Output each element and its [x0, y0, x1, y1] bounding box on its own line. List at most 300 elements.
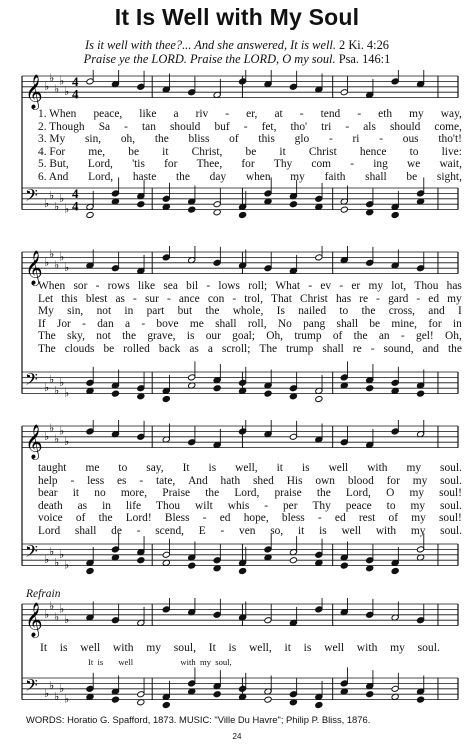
lyric-syllable: clouds — [64, 342, 95, 355]
lyric-syllable: soul. — [440, 524, 462, 537]
flat-icon: ♭ — [49, 373, 55, 387]
bass-clef-icon: 𝄢 — [25, 675, 38, 700]
lyric-syllable: more, — [120, 487, 148, 500]
lyric-syllable: this — [258, 133, 275, 146]
note-head — [137, 557, 145, 564]
lyric-syllable: my — [409, 487, 425, 500]
lyric-syllable: ed — [219, 512, 231, 525]
lyric-syllable: - — [166, 292, 171, 305]
lyric-syllable: is — [319, 524, 327, 537]
note-head — [264, 696, 272, 703]
treble-clef-icon: 𝄞 — [25, 602, 43, 638]
flat-icon: ♭ — [49, 421, 55, 435]
lyric-syllable: bliss — [188, 133, 210, 146]
lyric-syllable: sky, — [67, 330, 85, 343]
lyric-syllable: Oh, — [445, 330, 462, 343]
lyric-syllable: - — [350, 158, 355, 171]
note-head — [417, 696, 425, 703]
lyric-syllable: Lord, — [234, 487, 260, 500]
flat-icon: ♭ — [64, 435, 70, 449]
lyric-syllable: - — [328, 133, 333, 146]
flat-icon: ♭ — [54, 383, 60, 397]
lyric-syllable: me — [189, 317, 204, 330]
lyric-syllable: well — [80, 641, 101, 654]
flat-icon: ♭ — [54, 82, 60, 96]
flat-icon: ♭ — [44, 381, 50, 395]
lyric-syllable: should — [389, 120, 421, 133]
hymn-credits: WORDS: Horatio G. Spafford, 1873. MUSIC: "Ville Du Havre"; Philip P. Bliss, 1876. — [26, 714, 371, 725]
lyric-syllable: for — [428, 317, 442, 330]
flat-icon: ♭ — [44, 553, 50, 567]
note-head — [213, 385, 221, 392]
note-head — [162, 701, 170, 708]
flat-icon: ♭ — [64, 202, 70, 216]
lyric-syllable: peace — [345, 499, 372, 512]
note-head — [239, 211, 247, 218]
flat-icon: ♭ — [59, 424, 65, 438]
lyric-syllable: Is — [276, 305, 285, 318]
lyric-syllable: Lord — [38, 524, 61, 537]
lyric-syllable: part — [146, 305, 165, 318]
lyric-syllable: It — [40, 641, 48, 654]
note-head — [213, 691, 221, 698]
lyric-syllable: - — [225, 108, 230, 120]
note-head — [340, 206, 348, 213]
lyric-syllable: mine, — [391, 317, 418, 330]
treble-clef-icon: 𝄞 — [25, 250, 43, 286]
refrain-label: Refrain — [26, 588, 61, 600]
lyric-syllable: cross, — [388, 305, 415, 318]
lyric-syllable: fet, — [261, 120, 277, 133]
lyric-syllable: my — [412, 474, 428, 487]
lyric-syllable: haste — [132, 170, 157, 183]
lyric-syllable: What — [275, 280, 301, 292]
lyric-syllable: tate, — [155, 474, 176, 487]
lyric-syllable: My — [38, 305, 54, 318]
lyric-syllable: - — [220, 524, 225, 537]
lyric-syllable: lot, — [391, 280, 407, 292]
verse-lyrics-2 — [38, 280, 462, 356]
lyric-syllable: trump — [286, 342, 314, 355]
lyric-syllable: Sa — [98, 120, 111, 133]
scripture-citation-2: Psa. 146:1 — [338, 52, 391, 66]
time-signature-icon: 4 — [72, 185, 79, 201]
lyric-syllable: we — [406, 158, 421, 171]
lyric-syllable: No — [277, 317, 292, 330]
lyric-line — [38, 158, 462, 171]
flat-icon: ♭ — [59, 681, 65, 695]
flat-icon: ♭ — [64, 85, 70, 99]
lyric-syllable: re — [352, 342, 362, 355]
lyric-syllable: eth — [378, 108, 393, 120]
lyric-syllable: als — [363, 120, 376, 133]
lyric-syllable: gard — [388, 292, 409, 305]
lyric-syllable: The — [38, 330, 56, 343]
flat-icon: ♭ — [49, 599, 55, 613]
lyric-syllable: soul, — [173, 641, 196, 654]
lyric-syllable: de — [111, 524, 122, 537]
lyric-syllable: Thy — [312, 499, 331, 512]
lyric-syllable: and — [422, 342, 439, 355]
lyric-syllable: 2. Though — [38, 120, 85, 133]
lyric-syllable: when — [245, 170, 271, 183]
lyric-syllable: Bless — [164, 512, 190, 525]
lyric-syllable: - — [299, 108, 304, 120]
lyric-syllable: back — [158, 342, 181, 355]
lyric-syllable: is — [301, 462, 310, 474]
lyric-syllable: live: — [441, 145, 462, 158]
note-head — [315, 701, 323, 708]
lyric-syllable: the — [205, 487, 220, 500]
lyric-syllable: - — [95, 280, 100, 292]
flat-icon: ♭ — [49, 247, 55, 261]
lyric-syllable: my — [410, 524, 426, 537]
flat-icon: ♭ — [64, 558, 70, 572]
lyric-syllable: - — [141, 317, 146, 330]
lyric-syllable: it — [297, 524, 305, 537]
lyric-syllable: ven — [239, 524, 256, 537]
lyric-syllable: and — [428, 305, 445, 318]
lyric-syllable: E — [198, 524, 206, 537]
bass-clef-icon: 𝄢 — [25, 541, 38, 566]
lyric-line — [38, 462, 462, 475]
lyric-syllable: buf — [214, 120, 230, 133]
note-head — [366, 691, 374, 698]
lyric-syllable: be — [103, 342, 115, 355]
lyric-syllable: Lord, — [345, 487, 371, 500]
lyric-syllable: per — [282, 499, 298, 512]
lyric-syllable: in — [102, 499, 111, 512]
lyric-syllable: sea — [163, 280, 178, 292]
lyric-syllable: the — [122, 330, 137, 343]
flat-icon: ♭ — [49, 545, 55, 559]
lyric-syllable: my — [447, 292, 462, 305]
lyric-syllable: for — [386, 474, 400, 487]
lyric-syllable: - — [202, 512, 207, 525]
lyric-syllable: tend — [320, 108, 341, 120]
scripture-reference-2 — [0, 52, 474, 66]
lyric-syllable: but — [177, 305, 193, 318]
lyric-syllable: it — [72, 487, 80, 500]
lyric-syllable: this — [61, 292, 78, 305]
flat-icon: ♭ — [49, 679, 55, 693]
note-head — [391, 567, 399, 574]
lyric-syllable: in — [452, 317, 462, 330]
time-signature-icon: 4 — [72, 86, 79, 102]
lyric-syllable: me — [85, 462, 100, 474]
lyric-syllable: the — [176, 170, 190, 183]
bass-clef-icon: 𝄢 — [25, 185, 38, 210]
lyric-syllable: ance — [178, 292, 200, 305]
lyric-syllable: to — [409, 145, 419, 158]
hymn-title: It Is Well with My Soul — [114, 4, 360, 30]
flat-icon: ♭ — [54, 258, 60, 272]
lyric-syllable: 5. But, — [38, 158, 69, 171]
lyric-syllable: - — [317, 512, 322, 525]
lyric-syllable: is — [208, 462, 217, 474]
lyric-syllable: help — [38, 474, 58, 487]
lyric-syllable: tho' — [290, 120, 308, 133]
lyric-syllable: O — [386, 487, 395, 500]
lyric-syllable: the — [361, 305, 376, 318]
lyric-syllable: soul. — [440, 474, 462, 487]
lyric-syllable: gel! — [416, 330, 434, 343]
lyric-syllable: lows — [218, 280, 240, 292]
flat-icon: ♭ — [64, 261, 70, 275]
note-head — [188, 206, 196, 213]
lyric-syllable: Christ — [299, 292, 328, 305]
lyric-syllable: the — [316, 487, 331, 500]
lyric-syllable: er, — [246, 108, 258, 120]
lyric-syllable: - — [264, 499, 269, 512]
lyric-syllable: pang — [303, 317, 326, 330]
note-head — [315, 395, 323, 402]
scripture-quote-2: Praise ye the LORD. Praise the LORD, O my soul. — [83, 52, 336, 66]
lyric-syllable: is — [59, 641, 68, 654]
treble-clef-icon: 𝄞 — [25, 74, 43, 110]
lyric-syllable: riv — [195, 108, 209, 120]
flat-icon: ♭ — [44, 687, 50, 701]
lyric-syllable: with — [375, 524, 397, 537]
lyric-syllable: scend, — [155, 524, 185, 537]
lyric-syllable: way, — [440, 108, 462, 120]
lyric-syllable: of — [229, 133, 239, 146]
lyric-syllable: His — [286, 474, 303, 487]
lyric-syllable: bil — [186, 280, 199, 292]
lyric-line — [38, 487, 462, 500]
note-head — [289, 557, 297, 564]
lyric-syllable: Jor — [56, 317, 71, 330]
verse-lyrics-1 — [38, 108, 462, 184]
lyric-syllable: trol, — [244, 292, 263, 305]
lyric-syllable: like — [139, 108, 157, 120]
lyric-syllable: - — [345, 120, 350, 133]
lyric-syllable: soul. — [440, 499, 462, 512]
lyric-syllable: ed — [428, 292, 440, 305]
lyric-syllable: my — [146, 641, 162, 654]
lyric-syllable: The — [38, 342, 56, 355]
lyric-line — [38, 512, 462, 525]
scripture-citation-1: 2 Ki. 4:26 — [339, 38, 389, 52]
lyric-syllable: the — [353, 330, 368, 343]
flat-icon: ♭ — [59, 191, 65, 205]
lyric-syllable: should — [170, 120, 201, 133]
lyric-syllable: - — [136, 524, 141, 537]
lyric-syllable: not — [96, 330, 111, 343]
note-head — [188, 562, 196, 569]
lyric-syllable: well — [328, 462, 349, 474]
lyric-syllable: I — [458, 305, 462, 318]
lyric-syllable: rows — [107, 280, 130, 292]
lyric-syllable: of — [388, 512, 399, 525]
lyric-syllable: If — [38, 317, 46, 330]
lyric-syllable: scroll; — [221, 342, 251, 355]
note-head — [264, 390, 272, 397]
lyric-syllable: grave, — [147, 330, 176, 343]
lyric-syllable: - — [339, 280, 344, 292]
lyric-syllable: a — [173, 108, 179, 120]
lyric-syllable: oh, — [120, 133, 136, 146]
lyric-syllable: tan — [142, 120, 156, 133]
lyric-syllable: The — [259, 342, 278, 355]
lyric-line — [38, 330, 462, 343]
lyric-syllable: shall — [215, 317, 237, 330]
flat-icon: ♭ — [54, 432, 60, 446]
lyric-syllable: es — [117, 474, 127, 487]
flat-icon: ♭ — [44, 197, 50, 211]
lyric-syllable: my — [411, 512, 426, 525]
lyric-syllable: me, — [88, 145, 106, 158]
lyric-syllable: hence — [359, 145, 387, 158]
note-head — [137, 201, 145, 208]
scripture-quote-1: Is it well with thee?... And she answered, It is well. — [85, 38, 336, 52]
lyric-syllable: glo — [294, 133, 310, 146]
page-number: 24 — [232, 732, 242, 741]
lyric-syllable: - — [376, 292, 380, 305]
lyric-line — [38, 146, 462, 159]
lyric-syllable: so, — [270, 524, 284, 537]
flat-icon: ♭ — [59, 602, 65, 616]
lyric-syllable: come, — [434, 120, 462, 133]
lyric-syllable: for — [241, 158, 255, 171]
lyric-syllable: my — [406, 462, 422, 474]
lyric-syllable: 'tis — [132, 158, 145, 171]
lyric-syllable: the — [448, 342, 462, 355]
time-signature-icon: 4 — [72, 73, 79, 89]
lyric-syllable: And — [188, 474, 208, 487]
lyric-syllable: Praise — [162, 487, 191, 500]
lyric-syllable: hope, — [243, 512, 269, 525]
lyric-syllable: re — [359, 292, 369, 305]
lyric-syllable: soul. — [440, 462, 462, 474]
lyric-syllable: dan — [97, 317, 114, 330]
lyric-syllable: my — [390, 641, 405, 654]
flat-icon: ♭ — [59, 250, 65, 264]
lyric-syllable: life — [125, 499, 142, 512]
note-head — [289, 201, 297, 208]
lyric-syllable: hath — [220, 474, 241, 487]
lyric-syllable: sight, — [436, 170, 462, 183]
lyric-syllable: - — [70, 474, 75, 487]
lyric-syllable: blest — [85, 292, 108, 305]
lyric-syllable: - — [133, 292, 137, 305]
lyric-syllable: of — [332, 330, 343, 343]
lyric-syllable: it — [162, 145, 169, 158]
lyric-syllable: sur — [144, 292, 159, 305]
flat-icon: ♭ — [64, 692, 70, 706]
flat-icon: ♭ — [44, 79, 50, 93]
lyric-syllable: ous — [402, 133, 419, 146]
lyric-syllable: is — [186, 330, 195, 343]
lyric-syllable: sound, — [383, 342, 414, 355]
lyric-syllable: blood — [347, 474, 374, 487]
lyric-syllable: soul! — [439, 512, 462, 525]
lyric-syllable: with — [367, 462, 388, 474]
scripture-reference-1 — [0, 38, 474, 52]
lyric-syllable: less — [87, 474, 105, 487]
lyric-syllable: be — [128, 145, 140, 158]
note-head — [239, 567, 247, 574]
lyric-syllable: be — [406, 170, 418, 183]
lyric-syllable: is — [303, 641, 312, 654]
lyric-syllable: no — [94, 487, 106, 500]
flat-icon: ♭ — [44, 429, 50, 443]
bass-clef-icon: 𝄢 — [25, 369, 38, 394]
lyric-syllable: Let — [38, 292, 54, 305]
lyric-syllable: com — [311, 158, 332, 171]
lyric-syllable: wilt — [195, 499, 213, 512]
lyric-syllable: ri — [352, 133, 360, 146]
verse-lyrics-3 — [38, 462, 462, 538]
lyric-syllable: Christ — [308, 145, 337, 158]
lyric-syllable: 1. When — [38, 108, 77, 120]
note-head — [417, 390, 425, 397]
lyric-syllable: shall — [74, 524, 97, 537]
lyric-syllable: in — [124, 305, 134, 318]
flat-icon: ♭ — [54, 199, 60, 213]
lyric-syllable: goal; — [232, 330, 255, 343]
lyric-syllable: it — [284, 641, 291, 654]
lyric-syllable: trump — [294, 330, 322, 343]
note-head — [86, 567, 94, 574]
lyric-syllable: it — [279, 145, 286, 158]
lyric-syllable: bless — [281, 512, 305, 525]
music-system-refrain — [0, 598, 474, 713]
flat-icon: ♭ — [64, 613, 70, 627]
treble-clef-icon: 𝄞 — [25, 424, 43, 460]
lyric-syllable: our — [205, 330, 221, 343]
lyric-line — [38, 280, 462, 293]
lyric-line — [38, 133, 462, 146]
lyric-syllable: my — [409, 108, 424, 120]
lyric-syllable: - — [370, 342, 375, 355]
lyric-syllable: shall — [336, 317, 359, 330]
lyric-line — [38, 293, 462, 306]
lyric-syllable: an — [378, 330, 390, 343]
flat-icon: ♭ — [49, 71, 55, 85]
lyric-syllable: praise — [274, 487, 302, 500]
lyric-syllable: my — [290, 170, 305, 183]
lyric-syllable: - — [82, 317, 86, 330]
lyric-syllable: Lord, — [88, 170, 114, 183]
lyric-syllable: Christ, — [191, 145, 223, 158]
lyric-syllable: well, — [248, 641, 272, 654]
lyric-syllable: be — [245, 145, 257, 158]
flat-icon: ♭ — [59, 547, 65, 561]
time-signature-icon: 4 — [72, 198, 79, 214]
flat-icon: ♭ — [54, 610, 60, 624]
lyric-syllable: Thy — [273, 158, 293, 171]
lyric-syllable: for — [164, 158, 178, 171]
lyric-syllable: like — [138, 280, 156, 292]
lyric-syllable: the — [98, 512, 113, 525]
lyric-syllable: tri — [321, 120, 332, 133]
lyric-syllable: taught — [38, 462, 67, 474]
lyric-syllable: ed — [334, 512, 346, 525]
lyric-syllable: as — [77, 499, 88, 512]
lyric-syllable: of — [75, 512, 86, 525]
refrain-lyrics — [40, 641, 440, 654]
lyric-syllable: voice — [38, 512, 63, 525]
note-head — [111, 696, 119, 703]
lyric-syllable: - — [124, 120, 128, 133]
note-head — [391, 211, 399, 218]
lyric-syllable: - — [308, 280, 313, 292]
lyric-syllable: soul. — [417, 641, 440, 654]
lyric-syllable: shall — [365, 170, 387, 183]
lyric-syllable: 4. For — [38, 145, 66, 158]
lyric-syllable: sin, — [67, 305, 84, 318]
